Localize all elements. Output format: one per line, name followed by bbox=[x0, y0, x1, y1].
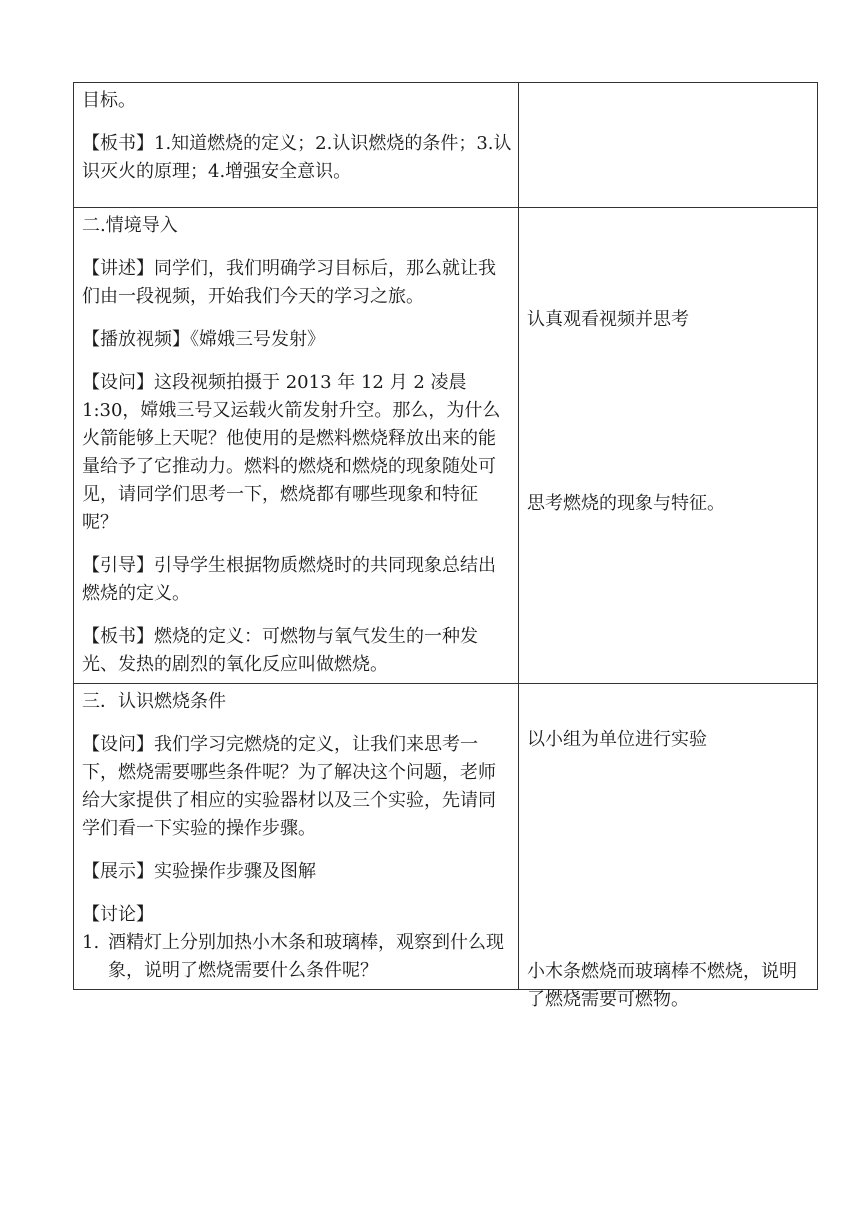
table-row bbox=[74, 684, 818, 990]
student-cell bbox=[519, 684, 818, 1010]
section-heading: 二.情境导入 bbox=[82, 215, 178, 236]
student-activity: 小木条燃烧而玻璃棒不燃烧，说明了燃烧需要可燃物。 bbox=[527, 961, 797, 1010]
paragraph: 【讨论】 bbox=[82, 904, 154, 925]
table-row bbox=[74, 208, 818, 684]
paragraph: 【设问】我们学习完燃烧的定义，让我们来思考一下，燃烧需要哪些条件呢？为了解决这个问题，老师给大家提供了相应的实验器材以及三个实验，先请同学们看一下实验的操作步骤。 bbox=[82, 734, 496, 839]
paragraph: 【播放视频】《嫦娥三号发射》 bbox=[82, 329, 325, 350]
paragraph: 【设问】这段视频拍摄于 2013 年 12 月 2 凌晨 1:30，嫦娥三号又运载火箭发射升空。那么，为什么火箭能够上天呢？他使用的是燃料燃烧释放出来的能量给予了它推动力。燃料的燃烧和燃烧的现象随处可见，请同学们思考一下，燃烧都有哪些现象和特征呢？ bbox=[82, 372, 501, 533]
paragraph: 【引导】引导学生根据物质燃烧时的共同现象总结出燃烧的定义。 bbox=[82, 555, 496, 604]
paragraph: 【展示】实验操作步骤及图解 bbox=[82, 861, 316, 882]
paragraph: 【板书】燃烧的定义：可燃物与氧气发生的一种发光、发热的剧烈的氧化反应叫做燃烧。 bbox=[82, 626, 478, 675]
student-activity: 思考燃烧的现象与特征。 bbox=[527, 493, 725, 514]
item-number: 1. bbox=[82, 932, 100, 953]
student-cell bbox=[519, 208, 818, 684]
blackboard-paragraph: 【板书】1.知道燃烧的定义；2.认识燃烧的条件；3.认识灭火的原理；4.增强安全意识。 bbox=[82, 133, 512, 182]
student-activity: 认真观看视频并思考 bbox=[527, 309, 689, 330]
student-activity: 以小组为单位进行实验 bbox=[527, 729, 707, 750]
paragraph: 目标。 bbox=[82, 90, 136, 111]
paragraph: 【讲述】同学们，我们明确学习目标后，那么就让我们由一段视频，开始我们今天的学习之旅。 bbox=[82, 258, 496, 307]
item-text: 酒精灯上分别加热小木条和玻璃棒，观察到什么现象，说明了燃烧需要什么条件呢？ bbox=[108, 932, 504, 981]
numbered-item bbox=[82, 929, 512, 985]
teacher-cell bbox=[74, 684, 519, 990]
table-row bbox=[74, 83, 818, 208]
teacher-cell bbox=[74, 208, 519, 684]
section-heading: 三．认识燃烧条件 bbox=[82, 691, 226, 712]
lesson-plan-table bbox=[73, 82, 818, 1010]
student-cell bbox=[519, 83, 818, 208]
teacher-cell bbox=[74, 83, 519, 208]
